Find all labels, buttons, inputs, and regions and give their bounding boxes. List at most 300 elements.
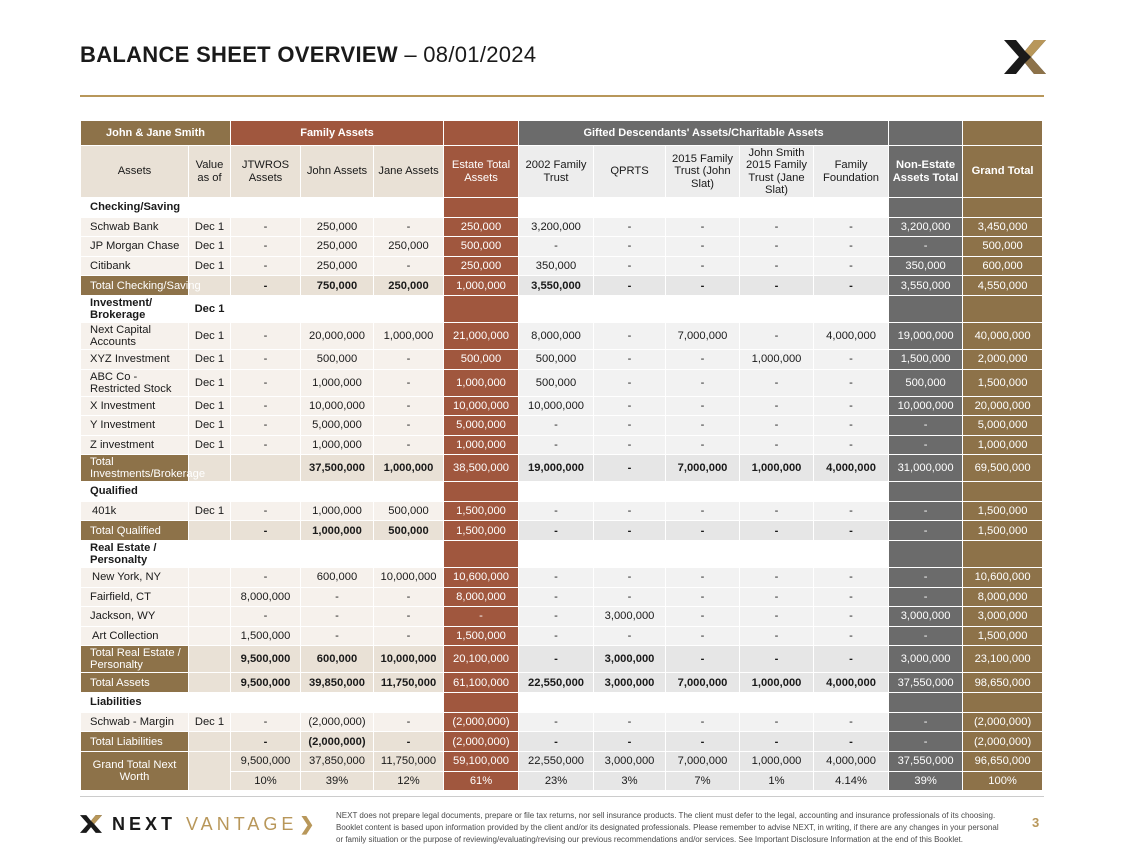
table-cell: - <box>519 568 594 588</box>
total-row <box>81 673 1043 693</box>
page-title-date: – 08/01/2024 <box>404 42 537 67</box>
table-cell <box>889 482 963 502</box>
table-cell: - <box>666 369 740 396</box>
table-cell: 1,000,000 <box>740 673 814 693</box>
table-cell: 20,100,000 <box>444 646 519 673</box>
grand-total-value: 37,550,000 <box>889 752 963 772</box>
table-cell: 9,500,000 <box>231 646 301 673</box>
grand-total-percent: 100% <box>963 771 1043 791</box>
table-cell <box>189 541 231 568</box>
grand-total-value: 59,100,000 <box>444 752 519 772</box>
table-cell: 7,000,000 <box>666 323 740 350</box>
table-cell: - <box>519 237 594 257</box>
table-row <box>81 416 1043 436</box>
table-row <box>81 501 1043 521</box>
table-cell: - <box>231 501 301 521</box>
table-cell: - <box>231 732 301 752</box>
total-row <box>81 646 1043 673</box>
table-cell: - <box>889 568 963 588</box>
col-2002-trust: 2002 Family Trust <box>519 146 594 198</box>
table-cell <box>444 198 519 218</box>
table-cell: - <box>519 607 594 627</box>
total-row <box>81 521 1043 541</box>
table-cell: - <box>594 435 666 455</box>
table-cell: - <box>814 587 889 607</box>
grand-total-value: 4,000,000 <box>814 752 889 772</box>
table-cell: - <box>814 521 889 541</box>
table-cell <box>594 198 666 218</box>
row-label: Total Qualified <box>81 521 189 541</box>
table-cell: - <box>594 732 666 752</box>
grand-total-percent: 12% <box>374 771 444 791</box>
table-cell: - <box>519 732 594 752</box>
table-cell: - <box>814 435 889 455</box>
table-cell: - <box>740 396 814 416</box>
table-cell <box>666 296 740 323</box>
table-cell: - <box>231 323 301 350</box>
table-cell: 500,000 <box>519 369 594 396</box>
row-label: Fairfield, CT <box>81 587 189 607</box>
table-cell <box>814 296 889 323</box>
table-cell: - <box>740 501 814 521</box>
table-cell <box>963 296 1043 323</box>
table-cell: (2,000,000) <box>444 712 519 732</box>
table-cell: Dec 1 <box>189 237 231 257</box>
row-label: Total Checking/Saving <box>81 276 189 296</box>
table-cell: 4,000,000 <box>814 323 889 350</box>
table-cell: 3,000,000 <box>594 646 666 673</box>
row-label: JP Morgan Chase <box>81 237 189 257</box>
table-cell: 39,850,000 <box>301 673 374 693</box>
page-title-main: BALANCE SHEET OVERVIEW <box>80 42 398 67</box>
table-cell: 9,500,000 <box>231 673 301 693</box>
table-cell: - <box>374 396 444 416</box>
table-cell <box>189 693 231 713</box>
table-cell: - <box>889 587 963 607</box>
table-cell: - <box>740 416 814 436</box>
table-cell <box>444 296 519 323</box>
table-cell: 19,000,000 <box>519 455 594 482</box>
table-cell <box>594 693 666 713</box>
grand-total-value: 9,500,000 <box>231 752 301 772</box>
table-cell: 1,500,000 <box>963 501 1043 521</box>
table-cell: 500,000 <box>374 521 444 541</box>
table-cell <box>189 626 231 646</box>
table-cell: - <box>666 435 740 455</box>
grand-total-percent: 10% <box>231 771 301 791</box>
table-cell: - <box>666 350 740 370</box>
grand-total-value: 7,000,000 <box>666 752 740 772</box>
group-owners: John & Jane Smith <box>81 121 231 146</box>
col-estate-total: Estate Total Assets <box>444 146 519 198</box>
table-cell: - <box>231 350 301 370</box>
table-cell: 250,000 <box>374 237 444 257</box>
table-cell: - <box>594 455 666 482</box>
table-cell: - <box>740 237 814 257</box>
table-cell: - <box>889 416 963 436</box>
table-cell: - <box>889 237 963 257</box>
table-cell: 1,000,000 <box>740 455 814 482</box>
col-non-estate-total: Non-Estate Assets Total <box>889 146 963 198</box>
table-cell: 250,000 <box>374 276 444 296</box>
grand-total-percent: 3% <box>594 771 666 791</box>
table-cell: 3,550,000 <box>519 276 594 296</box>
table-cell: - <box>740 521 814 541</box>
table-cell: 10,600,000 <box>444 568 519 588</box>
grand-total-body <box>81 752 1043 791</box>
table-cell <box>963 198 1043 218</box>
table-cell: 7,000,000 <box>666 673 740 693</box>
table-cell: - <box>740 256 814 276</box>
table-cell: - <box>374 416 444 436</box>
row-label: Jackson, WY <box>81 607 189 627</box>
table-cell: - <box>231 256 301 276</box>
table-cell: - <box>814 501 889 521</box>
table-cell <box>301 541 374 568</box>
table-cell: - <box>594 396 666 416</box>
table-cell: 250,000 <box>301 256 374 276</box>
table-cell <box>519 198 594 218</box>
table-cell: - <box>740 435 814 455</box>
row-label: Total Investments/Brokerage <box>81 455 189 482</box>
table-cell: - <box>519 587 594 607</box>
table-cell: - <box>231 712 301 732</box>
table-cell: 38,500,000 <box>444 455 519 482</box>
table-cell: - <box>231 396 301 416</box>
table-cell <box>189 198 231 218</box>
table-row <box>81 626 1043 646</box>
table-cell: - <box>814 237 889 257</box>
table-cell: 3,000,000 <box>963 607 1043 627</box>
table-cell: 1,500,000 <box>444 501 519 521</box>
grand-total-value: 96,650,000 <box>963 752 1043 772</box>
col-2015-trust-jane: John Smith 2015 Family Trust (Jane Slat) <box>740 146 814 198</box>
table-cell: - <box>889 435 963 455</box>
table-cell: (2,000,000) <box>444 732 519 752</box>
table-cell: 10,000,000 <box>519 396 594 416</box>
table-cell: 750,000 <box>301 276 374 296</box>
page-title <box>80 42 536 68</box>
table-cell: 8,000,000 <box>519 323 594 350</box>
table-row <box>81 568 1043 588</box>
table-cell <box>889 541 963 568</box>
row-label: Checking/Saving <box>81 198 189 218</box>
table-cell: Dec 1 <box>189 296 231 323</box>
table-cell: 3,000,000 <box>889 646 963 673</box>
table-row <box>81 396 1043 416</box>
table-cell: 7,000,000 <box>666 455 740 482</box>
row-label: Investment/ Brokerage <box>81 296 189 323</box>
table-cell: - <box>889 626 963 646</box>
table-cell: 500,000 <box>374 501 444 521</box>
table-cell: - <box>814 369 889 396</box>
group-estate-blank <box>444 121 519 146</box>
grand-total-value-as-of <box>189 752 231 791</box>
balance-sheet-body <box>81 198 1043 752</box>
table-cell <box>231 198 301 218</box>
table-cell: 3,200,000 <box>519 217 594 237</box>
table-cell: 1,000,000 <box>444 369 519 396</box>
table-cell: - <box>666 732 740 752</box>
table-cell: - <box>666 396 740 416</box>
table-cell: 2,000,000 <box>963 350 1043 370</box>
table-cell: - <box>666 237 740 257</box>
table-cell: - <box>740 712 814 732</box>
table-cell: - <box>374 350 444 370</box>
table-cell: - <box>814 416 889 436</box>
grand-total-values-row <box>81 752 1043 772</box>
table-cell: 4,000,000 <box>814 455 889 482</box>
table-cell: 500,000 <box>444 237 519 257</box>
table-cell: (2,000,000) <box>301 712 374 732</box>
table-cell: 10,000,000 <box>889 396 963 416</box>
table-cell <box>189 482 231 502</box>
table-cell <box>594 482 666 502</box>
table-cell <box>594 541 666 568</box>
table-cell: - <box>666 646 740 673</box>
table-cell: 5,000,000 <box>963 416 1043 436</box>
table-cell: - <box>374 712 444 732</box>
table-cell: 20,000,000 <box>301 323 374 350</box>
table-cell <box>814 482 889 502</box>
next-logo-icon <box>1004 40 1046 74</box>
table-cell: 19,000,000 <box>889 323 963 350</box>
table-cell: 600,000 <box>301 646 374 673</box>
table-cell: - <box>740 646 814 673</box>
table-cell: 8,000,000 <box>231 587 301 607</box>
table-cell: - <box>889 732 963 752</box>
table-cell <box>374 296 444 323</box>
col-qprts: QPRTS <box>594 146 666 198</box>
table-cell: (2,000,000) <box>963 712 1043 732</box>
table-cell: - <box>374 732 444 752</box>
grand-total-value: 1,000,000 <box>740 752 814 772</box>
table-cell: - <box>231 416 301 436</box>
table-cell: 600,000 <box>963 256 1043 276</box>
table-cell: - <box>740 369 814 396</box>
table-cell <box>889 693 963 713</box>
table-cell: 1,000,000 <box>374 323 444 350</box>
table-cell: 250,000 <box>301 237 374 257</box>
table-cell <box>519 693 594 713</box>
table-cell: - <box>814 646 889 673</box>
table-cell <box>189 732 231 752</box>
table-cell: 1,500,000 <box>231 626 301 646</box>
col-jtwros: JTWROS Assets <box>231 146 301 198</box>
table-row <box>81 237 1043 257</box>
table-cell: - <box>889 501 963 521</box>
table-cell: 10,000,000 <box>374 568 444 588</box>
table-cell <box>231 296 301 323</box>
grand-total-value: 11,750,000 <box>374 752 444 772</box>
table-cell: - <box>740 323 814 350</box>
table-cell: 8,000,000 <box>963 587 1043 607</box>
total-row <box>81 455 1043 482</box>
table-cell: 10,600,000 <box>963 568 1043 588</box>
grand-total-label: Grand Total Next Worth <box>81 752 189 791</box>
table-cell <box>963 541 1043 568</box>
table-cell: 98,650,000 <box>963 673 1043 693</box>
table-cell: - <box>740 607 814 627</box>
grand-total-percent: 4.14% <box>814 771 889 791</box>
section-row <box>81 482 1043 502</box>
table-cell: - <box>519 626 594 646</box>
group-family-assets: Family Assets <box>231 121 444 146</box>
table-cell: 1,500,000 <box>963 369 1043 396</box>
table-cell: - <box>519 646 594 673</box>
row-label: Y Investment <box>81 416 189 436</box>
table-cell <box>374 693 444 713</box>
table-cell: 1,000,000 <box>374 455 444 482</box>
table-cell: - <box>814 350 889 370</box>
table-cell: - <box>594 256 666 276</box>
grand-total-percent: 23% <box>519 771 594 791</box>
table-cell: 23,100,000 <box>963 646 1043 673</box>
row-label: X Investment <box>81 396 189 416</box>
table-cell: - <box>519 712 594 732</box>
table-cell: - <box>814 276 889 296</box>
table-cell: - <box>594 369 666 396</box>
table-cell <box>519 541 594 568</box>
table-cell: 500,000 <box>519 350 594 370</box>
table-cell: - <box>814 607 889 627</box>
table-cell: 250,000 <box>301 217 374 237</box>
table-cell: 11,750,000 <box>374 673 444 693</box>
table-cell <box>740 198 814 218</box>
table-cell: - <box>231 607 301 627</box>
group-gifted-assets: Gifted Descendants' Assets/Charitable Assets <box>519 121 889 146</box>
table-cell: - <box>374 587 444 607</box>
table-cell: Dec 1 <box>189 217 231 237</box>
table-cell: - <box>740 626 814 646</box>
table-row <box>81 369 1043 396</box>
table-cell: - <box>814 217 889 237</box>
row-label: Z investment <box>81 435 189 455</box>
table-row <box>81 323 1043 350</box>
table-cell <box>189 587 231 607</box>
table-cell: - <box>374 607 444 627</box>
table-cell: - <box>666 256 740 276</box>
col-assets: Assets <box>81 146 189 198</box>
table-cell <box>189 568 231 588</box>
table-cell: - <box>594 521 666 541</box>
table-cell: - <box>594 587 666 607</box>
table-cell: - <box>374 626 444 646</box>
table-cell: 3,000,000 <box>594 673 666 693</box>
table-cell <box>301 693 374 713</box>
group-grand-blank <box>963 121 1043 146</box>
table-cell <box>814 198 889 218</box>
table-cell: - <box>519 416 594 436</box>
brand-vantage: VANTAGE <box>186 813 298 834</box>
table-cell: - <box>231 276 301 296</box>
table-cell: Dec 1 <box>189 416 231 436</box>
table-cell <box>889 198 963 218</box>
section-row <box>81 541 1043 568</box>
table-cell <box>814 693 889 713</box>
table-cell: 40,000,000 <box>963 323 1043 350</box>
table-cell: 20,000,000 <box>963 396 1043 416</box>
table-cell: - <box>666 568 740 588</box>
row-label: Total Assets <box>81 673 189 693</box>
page-number: 3 <box>1032 815 1040 830</box>
table-cell: 500,000 <box>963 237 1043 257</box>
table-cell: - <box>666 587 740 607</box>
total-row <box>81 276 1043 296</box>
table-cell <box>374 541 444 568</box>
table-cell: Dec 1 <box>189 323 231 350</box>
table-cell: - <box>666 607 740 627</box>
table-cell: - <box>594 712 666 732</box>
row-label: New York, NY <box>81 568 189 588</box>
col-john-assets: John Assets <box>301 146 374 198</box>
table-cell <box>444 482 519 502</box>
table-cell <box>519 482 594 502</box>
table-cell <box>444 693 519 713</box>
table-cell: 1,000,000 <box>963 435 1043 455</box>
table-cell <box>594 296 666 323</box>
column-header-row <box>81 146 1043 198</box>
table-cell: - <box>231 369 301 396</box>
table-cell: 1,000,000 <box>444 276 519 296</box>
table-cell: - <box>594 626 666 646</box>
table-cell <box>231 693 301 713</box>
table-cell: - <box>814 568 889 588</box>
table-cell: 350,000 <box>889 256 963 276</box>
row-label: Citibank <box>81 256 189 276</box>
row-label: Next Capital Accounts <box>81 323 189 350</box>
table-cell: - <box>740 217 814 237</box>
table-cell: - <box>231 521 301 541</box>
table-cell: 3,000,000 <box>889 607 963 627</box>
table-cell <box>189 607 231 627</box>
table-cell: 1,000,000 <box>444 435 519 455</box>
table-cell: 500,000 <box>444 350 519 370</box>
table-cell: - <box>374 369 444 396</box>
table-cell: - <box>374 256 444 276</box>
row-label: Art Collection <box>81 626 189 646</box>
row-label: Schwab Bank <box>81 217 189 237</box>
table-cell: Dec 1 <box>189 501 231 521</box>
table-cell: - <box>594 350 666 370</box>
table-cell: 3,450,000 <box>963 217 1043 237</box>
table-cell: 10,000,000 <box>444 396 519 416</box>
grand-total-percent: 1% <box>740 771 814 791</box>
row-label: XYZ Investment <box>81 350 189 370</box>
table-cell: 1,000,000 <box>301 435 374 455</box>
table-cell: - <box>666 501 740 521</box>
table-cell: 3,550,000 <box>889 276 963 296</box>
table-cell <box>666 482 740 502</box>
section-row <box>81 198 1043 218</box>
table-cell <box>963 482 1043 502</box>
table-cell: - <box>740 568 814 588</box>
grand-total-value: 22,550,000 <box>519 752 594 772</box>
table-cell <box>374 482 444 502</box>
table-cell <box>666 198 740 218</box>
table-row <box>81 607 1043 627</box>
table-cell: - <box>666 712 740 732</box>
table-cell: - <box>594 568 666 588</box>
table-cell: 1,500,000 <box>444 521 519 541</box>
table-cell: 1,000,000 <box>301 369 374 396</box>
table-cell: - <box>231 435 301 455</box>
table-cell: - <box>814 256 889 276</box>
table-cell: 4,000,000 <box>814 673 889 693</box>
group-non-estate-blank <box>889 121 963 146</box>
group-header-row <box>81 121 1043 146</box>
table-cell: - <box>740 276 814 296</box>
